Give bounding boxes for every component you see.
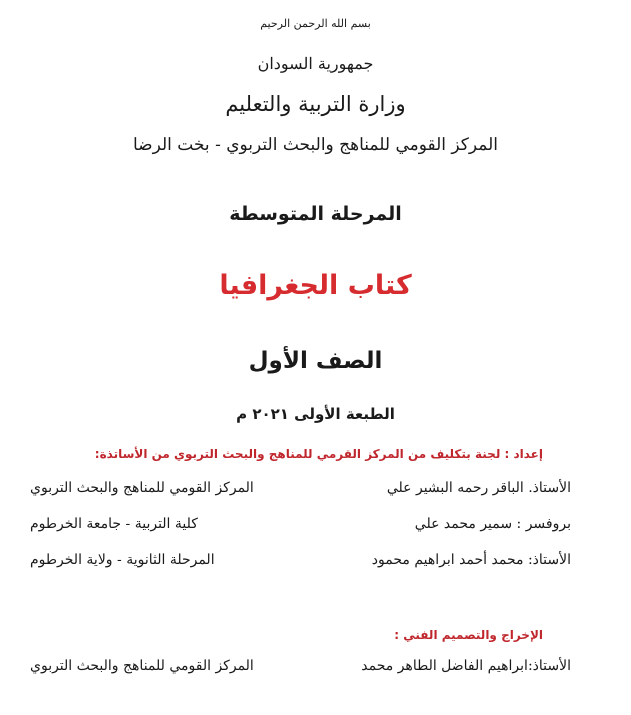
author-row bbox=[30, 552, 571, 578]
edition-year: الطبعة الأولى ٢٠٢١ م bbox=[236, 405, 395, 423]
designer-affiliation: المركز القومي للمناهج والبحث التربوي bbox=[30, 658, 254, 674]
author-name: الأستاذ. الباقر رحمه البشير علي bbox=[386, 480, 571, 496]
basmala: بسم الله الرحمن الرحيم bbox=[260, 17, 371, 30]
author-affiliation: المركز القومي للمناهج والبحث التربوي bbox=[30, 480, 254, 496]
author-affiliation: كلية التربية - جامعة الخرطوم bbox=[30, 516, 198, 532]
preparation-heading: إعداد : لجنة بتكليف من المركز القرمي للمناهج والبحث التربوي من الأساتذة: bbox=[94, 447, 543, 461]
author-affiliation: المرحلة الثانوية - ولاية الخرطوم bbox=[30, 552, 215, 568]
author-name: بروفسر : سمير محمد علي bbox=[414, 516, 571, 532]
curriculum-center: المركز القومي للمناهج والبحث التربوي - بخت الرضا bbox=[132, 135, 499, 155]
author-row bbox=[30, 480, 571, 506]
school-stage: المرحلة المتوسطة bbox=[229, 203, 402, 225]
design-heading: الإخراج والتصميم الفني : bbox=[394, 628, 543, 642]
designer-name: الأستاذ:ابراهيم الفاضل الطاهر محمد bbox=[361, 658, 571, 674]
author-row bbox=[30, 516, 571, 542]
republic-name: جمهورية السودان bbox=[257, 54, 374, 73]
author-name: الأستاذ: محمد أحمد ابراهيم محمود bbox=[371, 552, 571, 568]
grade-level: الصف الأول bbox=[248, 348, 383, 374]
ministry-name: وزارة التربية والتعليم bbox=[225, 92, 406, 116]
designer-row bbox=[30, 658, 571, 684]
book-title: كتاب الجغرافيا bbox=[219, 270, 412, 301]
